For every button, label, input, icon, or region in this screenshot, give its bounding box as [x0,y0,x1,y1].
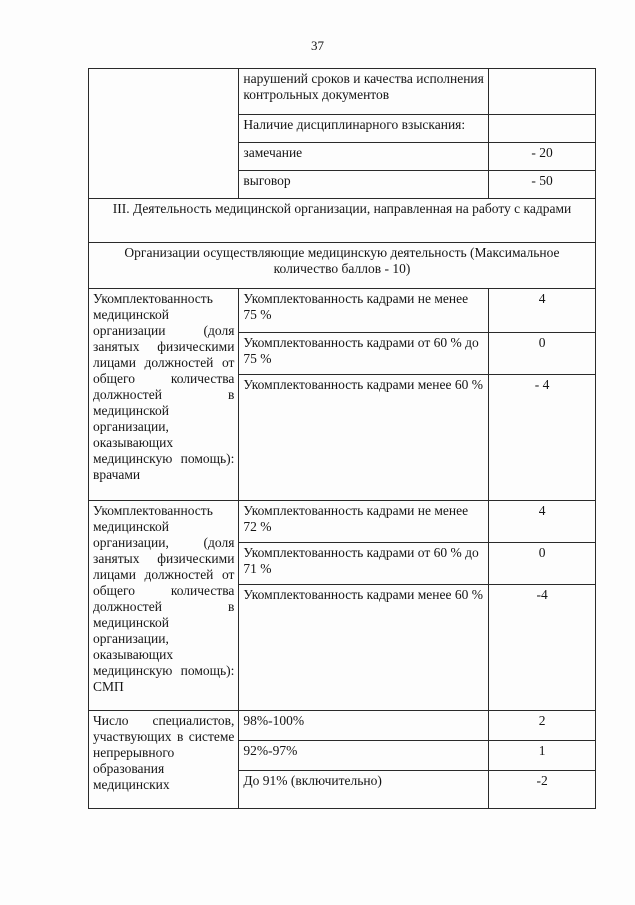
subsection-row [89,243,596,289]
criterion-cell: замечание [239,143,489,171]
table-row [89,711,596,741]
criterion-cell: Укомплектованность кадрами менее 60 % [239,585,489,711]
page-number: 37 [311,38,324,53]
score-cell: - 50 [489,171,596,199]
table-row [89,69,596,115]
table-row [89,289,596,333]
empty-indicator-cell [89,69,239,199]
section-title: III. Деятельность медицинской организации, направленная на работу с кадрами [89,199,596,243]
score-cell: 4 [489,501,596,543]
score-cell: -2 [489,771,596,809]
criterion-cell: выговор [239,171,489,199]
indicator-cell: Укомплектованность медицинской организации (доля занятых физическими лицами должностей от общего количества должностей в медицинской организации, оказывающих медицинскую помощь): врачами [89,289,239,501]
score-cell: 2 [489,711,596,741]
score-cell: 1 [489,741,596,771]
subsection-title: Организации осуществляющие медицинскую деятельность (Максимальное количество баллов - 10) [89,243,596,289]
section-row [89,199,596,243]
criterion-cell: 98%-100% [239,711,489,741]
criterion-cell: Укомплектованность кадрами не менее 75 % [239,289,489,333]
criterion-cell: Укомплектованность кадрами от 60 % до 75 % [239,333,489,375]
indicator-cell: Число специалистов, участвующих в системе непрерывного образования медицинских [89,711,239,809]
score-cell: -4 [489,585,596,711]
criterion-cell: Наличие дисциплинарного взыскания: [239,115,489,143]
score-cell: 4 [489,289,596,333]
score-cell: - 4 [489,375,596,501]
score-cell [489,115,596,143]
score-cell: 0 [489,543,596,585]
criterion-cell: До 91% (включительно) [239,771,489,809]
score-cell [489,69,596,115]
score-cell: 0 [489,333,596,375]
criterion-cell: Укомплектованность кадрами не менее 72 % [239,501,489,543]
table-row [89,501,596,543]
indicator-cell: Укомплектованность медицинской организации, (доля занятых физическими лицами должностей от общего количества должностей в медицинской организации, оказывающих медицинскую помощь): СМП [89,501,239,711]
criterion-cell: 92%-97% [239,741,489,771]
criterion-cell: Укомплектованность кадрами менее 60 % [239,375,489,501]
criterion-cell: Укомплектованность кадрами от 60 % до 71 % [239,543,489,585]
criteria-table [88,68,596,809]
score-cell: - 20 [489,143,596,171]
criterion-cell: нарушений сроков и качества исполнения контрольных документов [239,69,489,115]
